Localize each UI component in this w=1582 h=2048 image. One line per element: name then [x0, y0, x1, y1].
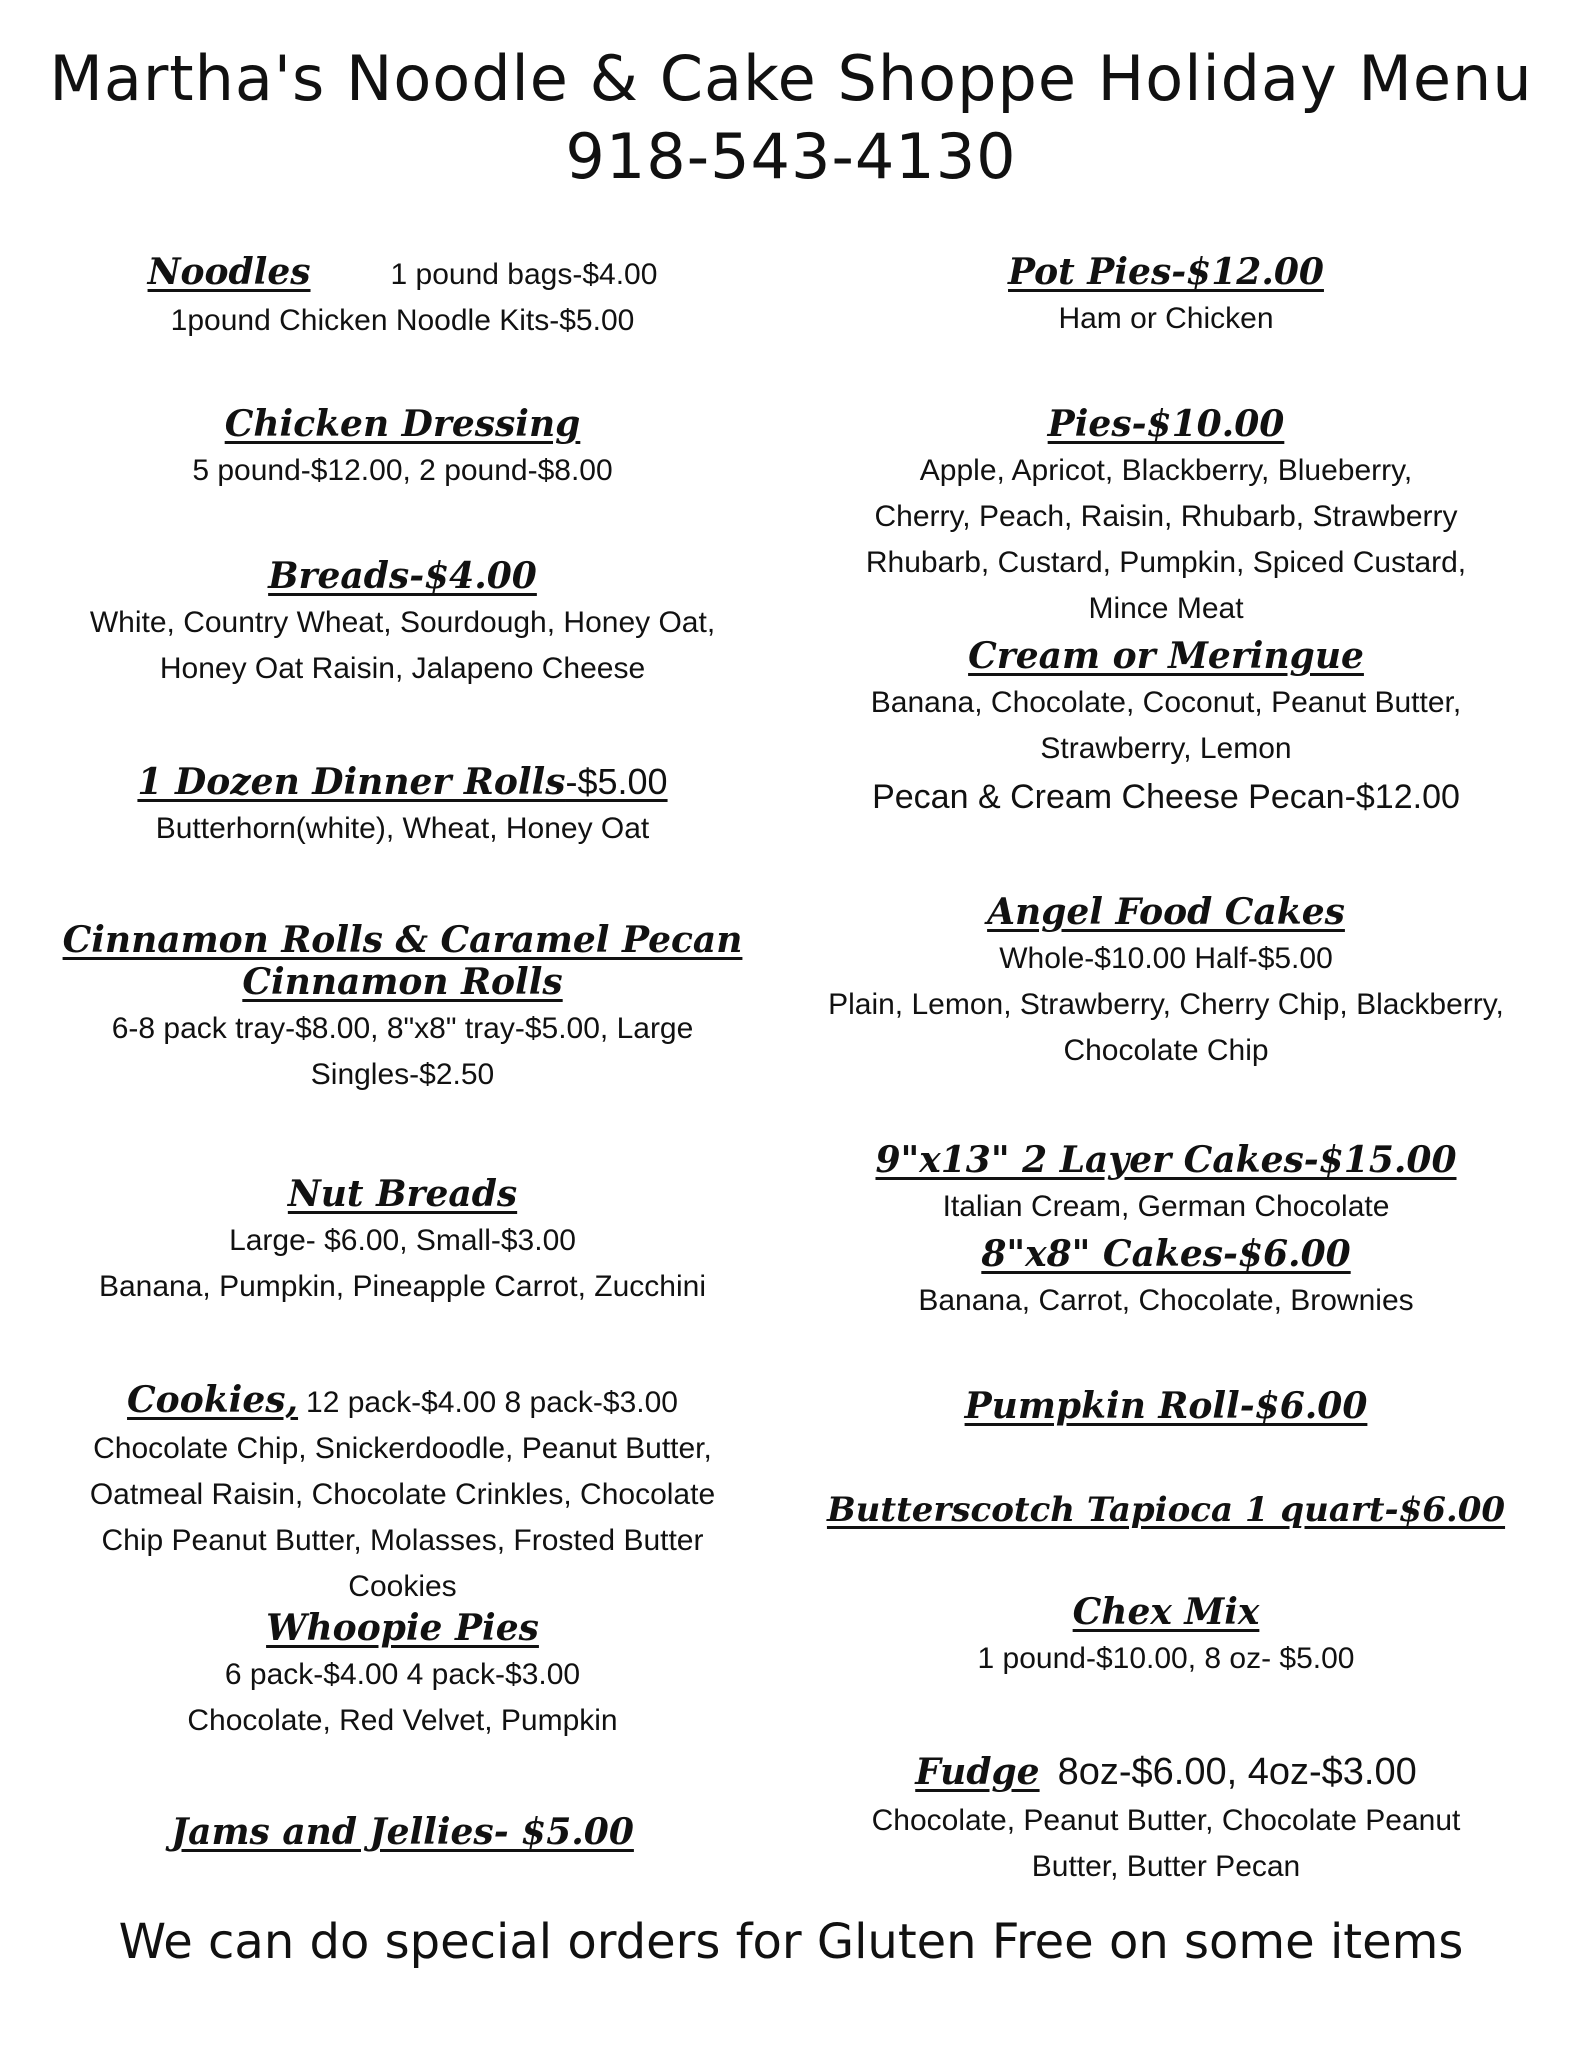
breads-line-1: White, Country Wheat, Sourdough, Honey Oat,: [89, 606, 716, 639]
cream-meringue-line-1: Banana, Chocolate, Coconut, Peanut Butter,: [870, 686, 1462, 719]
section-pumpkin-roll: [780, 1382, 1552, 1430]
whoopie-pies-line-1: 6 pack-$4.00 4 pack-$3.00: [224, 1658, 581, 1691]
cinnamon-rolls-line-1: 6-8 pack tray-$8.00, 8"x8" tray-$5.00, Large: [111, 1012, 694, 1045]
section-noodles: [30, 248, 775, 344]
chex-mix-line-1: 1 pound-$10.00, 8 oz- $5.00: [977, 1642, 1355, 1675]
layer-cakes-heading: 9"x13" 2 Layer Cakes-$15.00: [875, 1139, 1457, 1181]
nut-breads-line-1: Large- $6.00, Small-$3.00: [229, 1224, 576, 1257]
section-chicken-dressing: [30, 400, 775, 494]
menu-title: Martha's Noodle & Cake Shoppe Holiday Menu: [49, 42, 1533, 115]
nut-breads-heading: Nut Breads: [287, 1173, 518, 1215]
page-title: [0, 40, 1582, 196]
cream-meringue-heading: Cream or Meringue: [968, 635, 1364, 677]
angel-food-line-1: Whole-$10.00 Half-$5.00: [999, 942, 1333, 975]
small-cakes-heading: 8"x8" Cakes-$6.00: [981, 1233, 1351, 1275]
section-jams: [30, 1808, 775, 1856]
fudge-heading: Fudge: [915, 1751, 1040, 1793]
pecan-pie-price: Pecan & Cream Cheese Pecan-$12.00: [872, 778, 1460, 816]
dinner-rolls-heading: 1 Dozen Dinner Rolls: [137, 761, 566, 803]
chicken-dressing-heading: Chicken Dressing: [224, 403, 581, 445]
nut-breads-line-2: Banana, Pumpkin, Pineapple Carrot, Zucchini: [98, 1270, 706, 1303]
pot-pies-line-1: Ham or Chicken: [1058, 302, 1274, 335]
section-pies: [780, 400, 1552, 632]
pies-line-4: Mince Meat: [1088, 592, 1244, 625]
section-fudge: [780, 1748, 1552, 1890]
noodles-heading: Noodles: [147, 251, 311, 293]
pies-heading: Pies-$10.00: [1047, 403, 1285, 445]
cookies-pack-prices: 12 pack-$4.00 8 pack-$3.00: [306, 1386, 678, 1419]
section-whoopie-pies: [30, 1604, 775, 1744]
section-cream-meringue: [780, 632, 1552, 822]
section-chex-mix: [780, 1588, 1552, 1682]
pies-line-3: Rhubarb, Custard, Pumpkin, Spiced Custard,: [865, 546, 1467, 579]
cookies-heading: Cookies,: [127, 1379, 299, 1421]
fudge-line-1: Chocolate, Peanut Butter, Chocolate Peanut: [871, 1804, 1461, 1837]
cinnamon-rolls-heading-1: Cinnamon Rolls & Caramel Pecan: [62, 919, 743, 961]
section-tapioca: [780, 1486, 1552, 1534]
section-layer-cakes: [780, 1136, 1552, 1230]
tapioca-heading: Butterscotch Tapioca 1 quart-$6.00: [826, 1490, 1506, 1530]
cookies-line-2: Oatmeal Raisin, Chocolate Crinkles, Chocolate: [89, 1478, 716, 1511]
cookies-line-1: Chocolate Chip, Snickerdoodle, Peanut Butter,: [93, 1432, 712, 1465]
dinner-rolls-price: -$5.00: [565, 761, 668, 802]
cream-meringue-line-2: Strawberry, Lemon: [1040, 732, 1292, 765]
fudge-line-2: Butter, Butter Pecan: [1031, 1850, 1301, 1883]
angel-food-line-2: Plain, Lemon, Strawberry, Cherry Chip, Blackberry,: [828, 988, 1504, 1021]
gluten-free-note: We can do special orders for Gluten Free on some items: [118, 1914, 1464, 1970]
pot-pies-heading: Pot Pies-$12.00: [1008, 251, 1324, 293]
phone-number: 918-543-4130: [565, 120, 1017, 193]
section-small-cakes: [780, 1230, 1552, 1324]
dinner-rolls-line-1: Butterhorn(white), Wheat, Honey Oat: [155, 812, 650, 845]
chex-mix-heading: Chex Mix: [1072, 1591, 1260, 1633]
layer-cakes-line-1: Italian Cream, German Chocolate: [942, 1190, 1390, 1223]
noodles-line-1: 1pound Chicken Noodle Kits-$5.00: [170, 304, 635, 337]
cookies-line-3: Chip Peanut Butter, Molasses, Frosted Butter: [101, 1524, 704, 1557]
cookies-line-4: Cookies: [348, 1570, 457, 1603]
whoopie-pies-line-2: Chocolate, Red Velvet, Pumpkin: [187, 1704, 618, 1737]
cinnamon-rolls-line-2: Singles-$2.50: [310, 1058, 495, 1091]
section-cinnamon-rolls: [30, 916, 775, 1098]
noodles-bag-price: 1 pound bags-$4.00: [390, 258, 658, 291]
cinnamon-rolls-heading-2: Cinnamon Rolls: [242, 961, 563, 1003]
chicken-dressing-line-1: 5 pound-$12.00, 2 pound-$8.00: [192, 454, 613, 487]
breads-line-2: Honey Oat Raisin, Jalapeno Cheese: [159, 652, 646, 685]
section-pot-pies: [780, 248, 1552, 342]
pumpkin-roll-heading: Pumpkin Roll-$6.00: [964, 1385, 1368, 1427]
jams-heading: Jams and Jellies- $5.00: [171, 1811, 634, 1853]
section-angel-food: [780, 888, 1552, 1074]
section-dinner-rolls: [30, 758, 775, 852]
small-cakes-line-1: Banana, Carrot, Chocolate, Brownies: [918, 1284, 1414, 1317]
angel-food-heading: Angel Food Cakes: [987, 891, 1345, 933]
section-nut-breads: [30, 1170, 775, 1310]
pies-line-1: Apple, Apricot, Blackberry, Blueberry,: [919, 454, 1413, 487]
breads-heading: Breads-$4.00: [268, 555, 537, 597]
angel-food-line-3: Chocolate Chip: [1063, 1034, 1269, 1067]
section-cookies: [30, 1376, 775, 1610]
section-breads: [30, 552, 775, 692]
fudge-prices: 8oz-$6.00, 4oz-$3.00: [1057, 1751, 1417, 1793]
whoopie-pies-heading: Whoopie Pies: [266, 1607, 539, 1649]
pies-line-2: Cherry, Peach, Raisin, Rhubarb, Strawberry: [874, 500, 1458, 533]
